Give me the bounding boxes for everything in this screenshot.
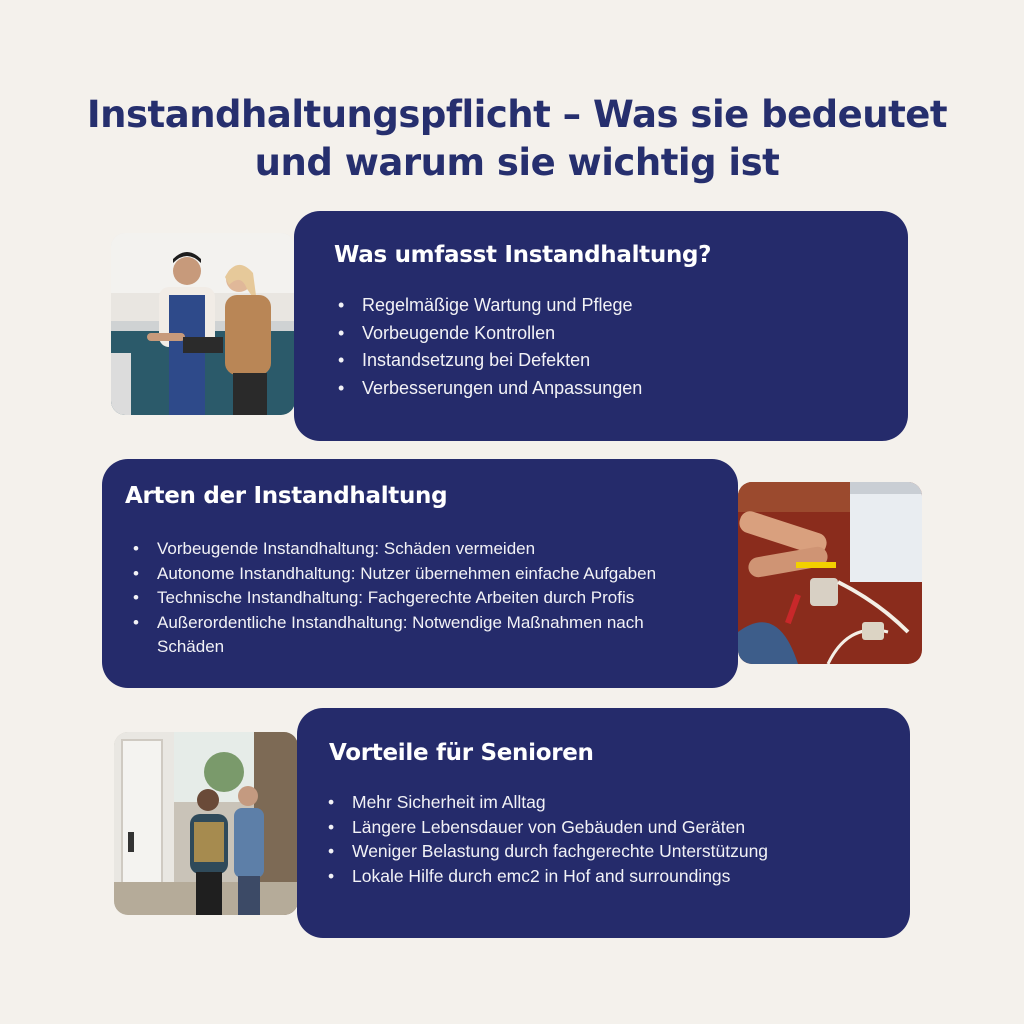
bullet-list	[334, 292, 908, 402]
list-item: • Längere Lebensdauer von Gebäuden und Geräten	[352, 815, 910, 840]
list-item: • Vorbeugende Kontrollen	[362, 320, 908, 348]
bullet-list	[329, 790, 910, 888]
section-card-benefits	[297, 708, 910, 938]
section-heading: Was umfasst Instandhaltung?	[334, 242, 712, 268]
page-title-line-1: Instandhaltungspflicht – Was sie bedeutet	[86, 92, 948, 136]
bullet-list	[125, 537, 738, 660]
list-item: • Vorbeugende Instandhaltung: Schäden vermeiden	[157, 537, 708, 562]
page-title-line-2: und warum sie wichtig ist	[254, 140, 780, 184]
section-card-types	[102, 459, 738, 688]
list-item: • Regelmäßige Wartung und Pflege	[362, 292, 908, 320]
list-item: • Weniger Belastung durch fachgerechte Unterstützung	[352, 839, 910, 864]
list-item: • Lokale Hilfe durch emc2 in Hof and surroundings	[352, 864, 910, 889]
section-heading: Vorteile für Senioren	[329, 740, 594, 766]
list-item: • Instandsetzung bei Defekten	[362, 347, 908, 375]
list-item: • Autonome Instandhaltung: Nutzer übernehmen einfache Aufgaben	[157, 562, 708, 587]
list-item: • Außerordentliche Instandhaltung: Notwendige Maßnahmen nach Schäden	[157, 611, 708, 660]
electrician-outlet-photo	[738, 482, 922, 664]
seniors-doorway-photo	[114, 732, 298, 915]
section-heading: Arten der Instandhaltung	[125, 483, 448, 509]
list-item: • Mehr Sicherheit im Alltag	[352, 790, 910, 815]
technician-kitchen-photo	[111, 233, 295, 415]
section-card-scope	[294, 211, 908, 441]
page-title	[60, 91, 974, 187]
list-item: • Technische Instandhaltung: Fachgerechte Arbeiten durch Profis	[157, 586, 708, 611]
list-item: • Verbesserungen und Anpassungen	[362, 375, 908, 403]
